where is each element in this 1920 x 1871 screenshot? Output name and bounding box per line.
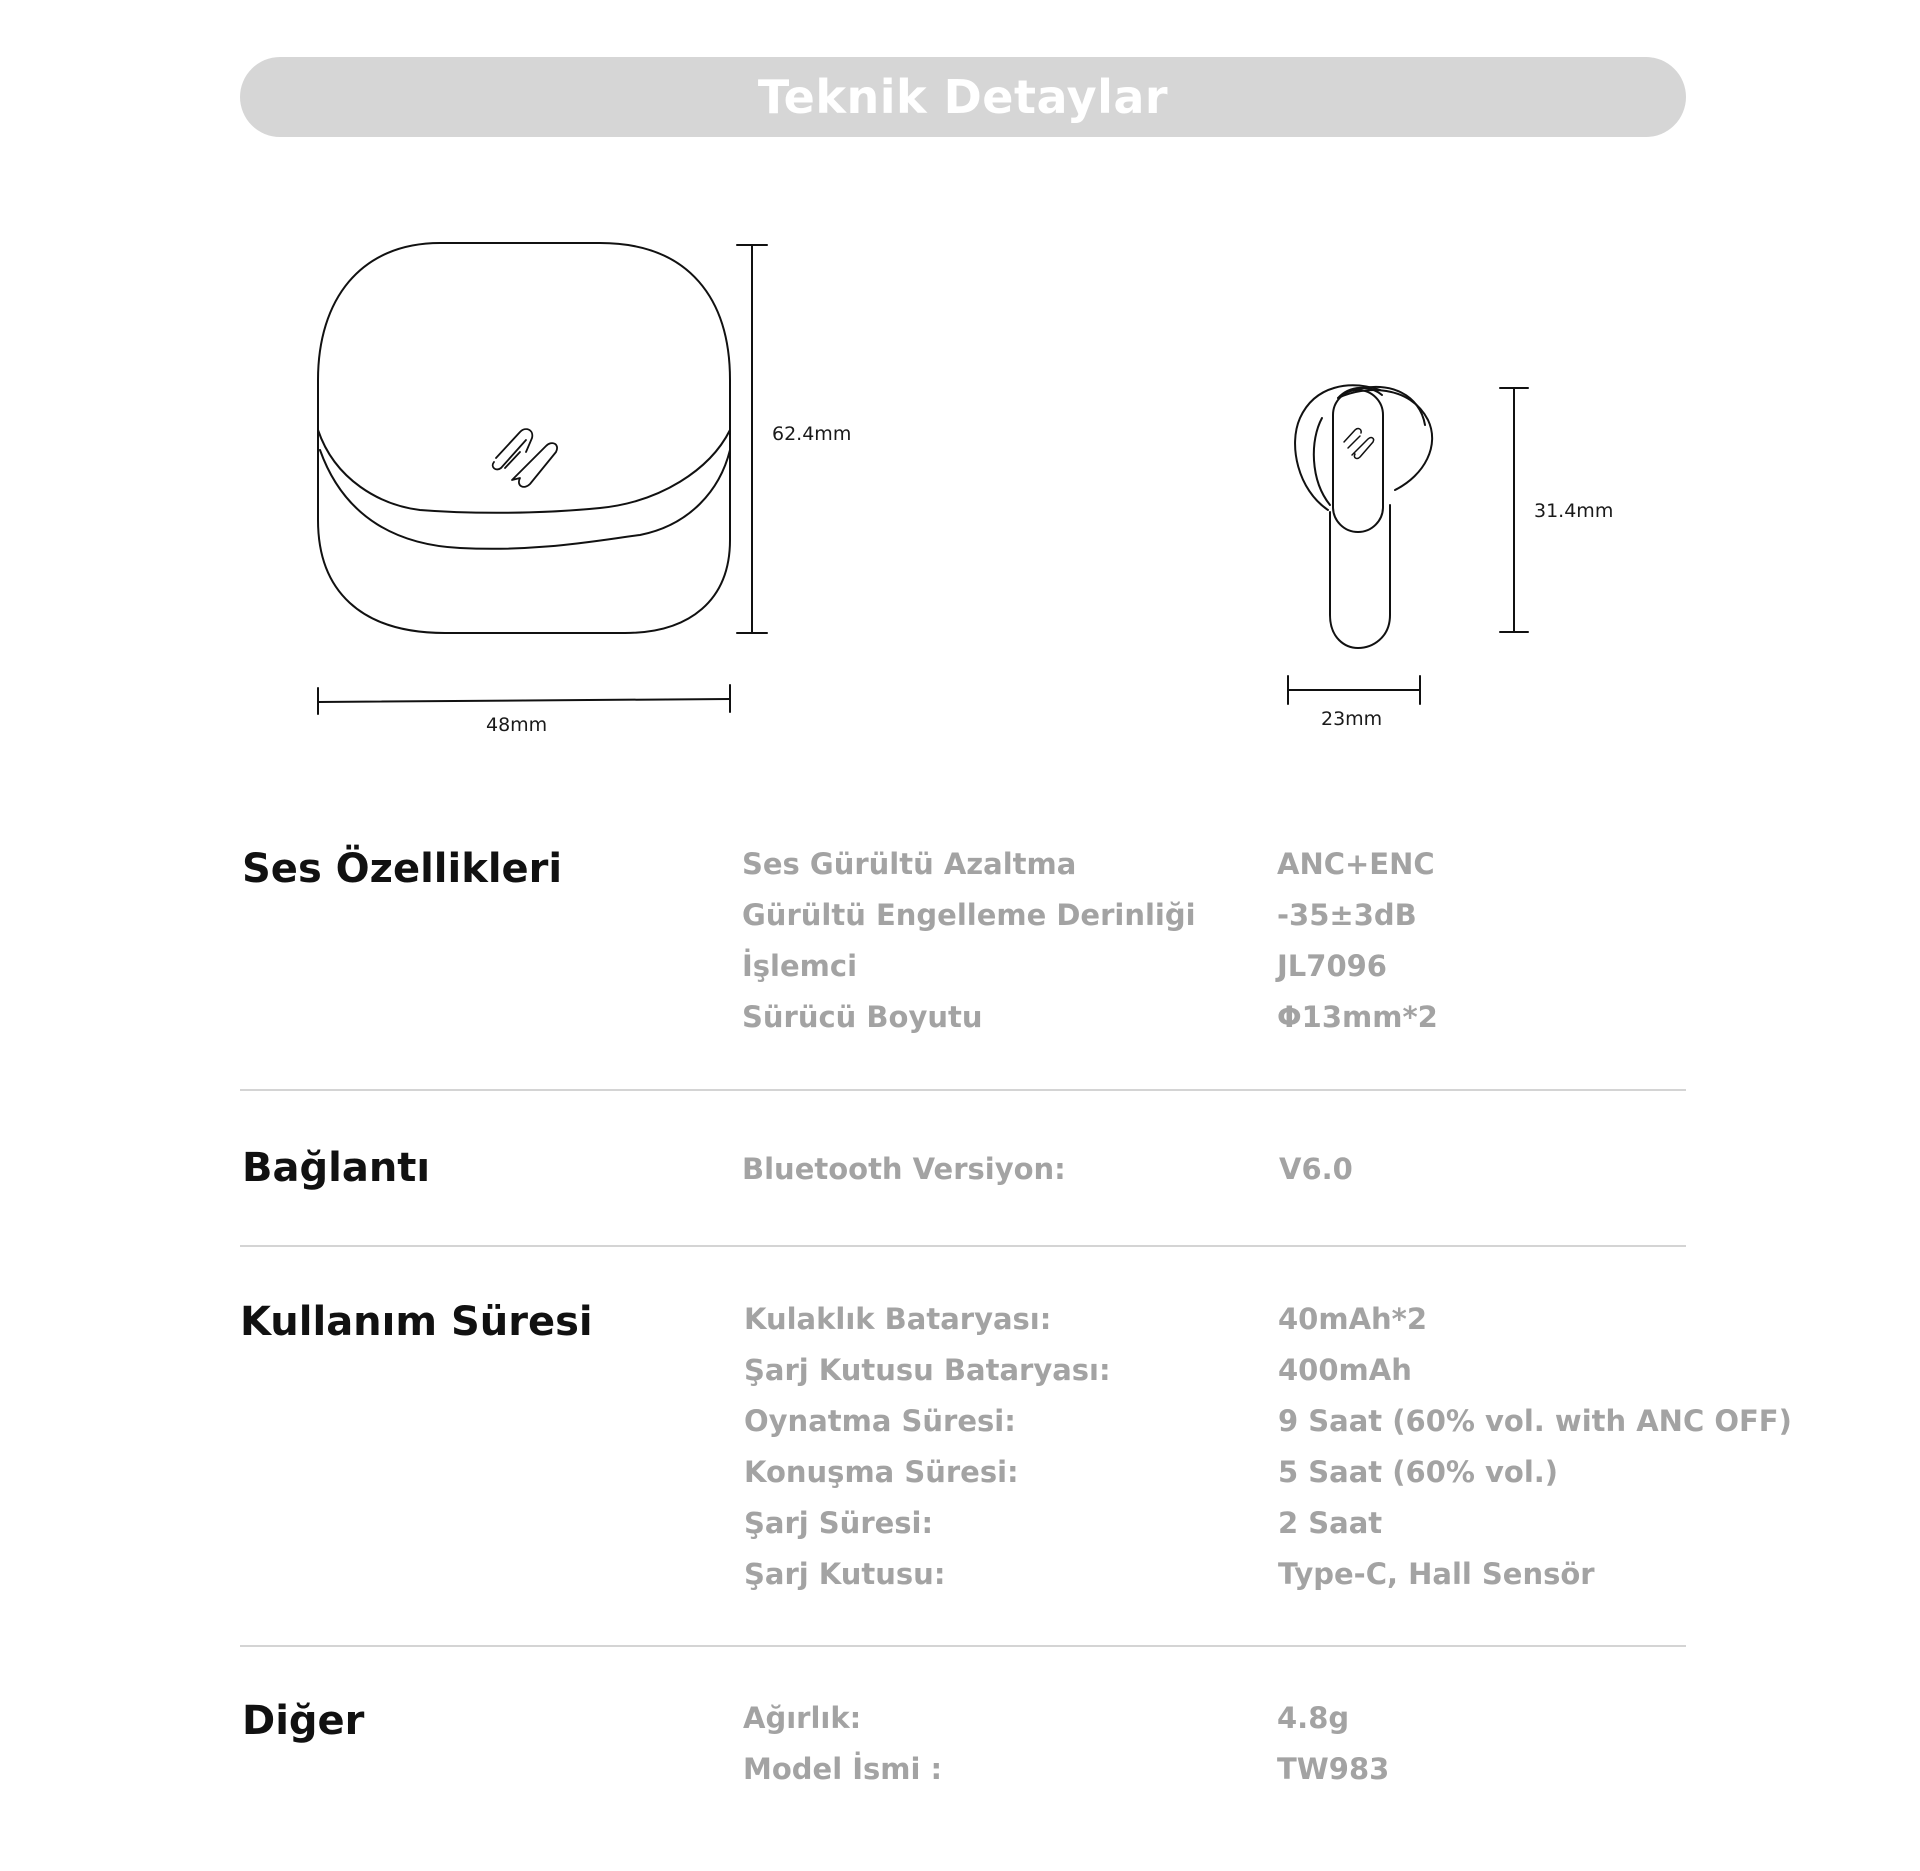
spec-value: -35±3dB [1277,898,1417,932]
spec-value: 2 Saat [1278,1506,1383,1540]
case-height-label: 62.4mm [772,423,852,445]
spec-value: 9 Saat (60% vol. with ANC OFF) [1278,1404,1792,1438]
spec-label: Şarj Süresi: [744,1506,934,1540]
spec-value: V6.0 [1279,1152,1353,1186]
case-width-label: 48mm [486,714,548,736]
earbud-height-dimension [1500,388,1528,632]
spec-value: TW983 [1277,1752,1390,1786]
earbud-width-dimension [1288,676,1420,704]
spec-label: Oynatma Süresi: [744,1404,1016,1438]
page-title: Teknik Detaylar [757,70,1169,124]
earbud-icon [1295,385,1432,648]
section-divider [240,1245,1686,1247]
dimension-diagram [0,0,1920,780]
section-title-connection: Bağlantı [242,1145,431,1191]
spec-label: Bluetooth Versiyon: [742,1152,1066,1186]
spec-value: 4.8g [1277,1701,1350,1735]
spec-label: Ağırlık: [743,1701,862,1735]
earbud-width-label: 23mm [1321,708,1383,730]
spec-label: Şarj Kutusu: [744,1557,946,1591]
section-title-other: Diğer [242,1698,365,1744]
charging-case-icon [318,243,730,633]
section-divider [240,1089,1686,1091]
section-divider [240,1645,1686,1647]
spec-label: İşlemci [742,949,858,983]
spec-value: JL7096 [1277,949,1387,983]
spec-value: 5 Saat (60% vol.) [1278,1455,1559,1489]
spec-label: Sürücü Boyutu [742,1000,983,1034]
spec-label: Ses Gürültü Azaltma [742,847,1077,881]
spec-value: ANC+ENC [1277,847,1435,881]
spec-value: Type-C, Hall Sensör [1278,1557,1595,1591]
earbud-height-label: 31.4mm [1534,500,1614,522]
case-height-dimension [737,245,767,633]
spec-value: 400mAh [1278,1353,1412,1387]
spec-label: Gürültü Engelleme Derinliği [742,898,1196,932]
section-title-audio: Ses Özellikleri [242,846,563,892]
spec-value: 40mAh*2 [1278,1302,1428,1336]
case-width-dimension [318,685,730,714]
section-title-usage: Kullanım Süresi [240,1299,593,1345]
spec-label: Model İsmi : [743,1752,943,1786]
spec-value: Φ13mm*2 [1277,1000,1438,1034]
spec-label: Şarj Kutusu Bataryası: [744,1353,1111,1387]
spec-label: Kulaklık Bataryası: [744,1302,1052,1336]
spec-label: Konuşma Süresi: [744,1455,1019,1489]
